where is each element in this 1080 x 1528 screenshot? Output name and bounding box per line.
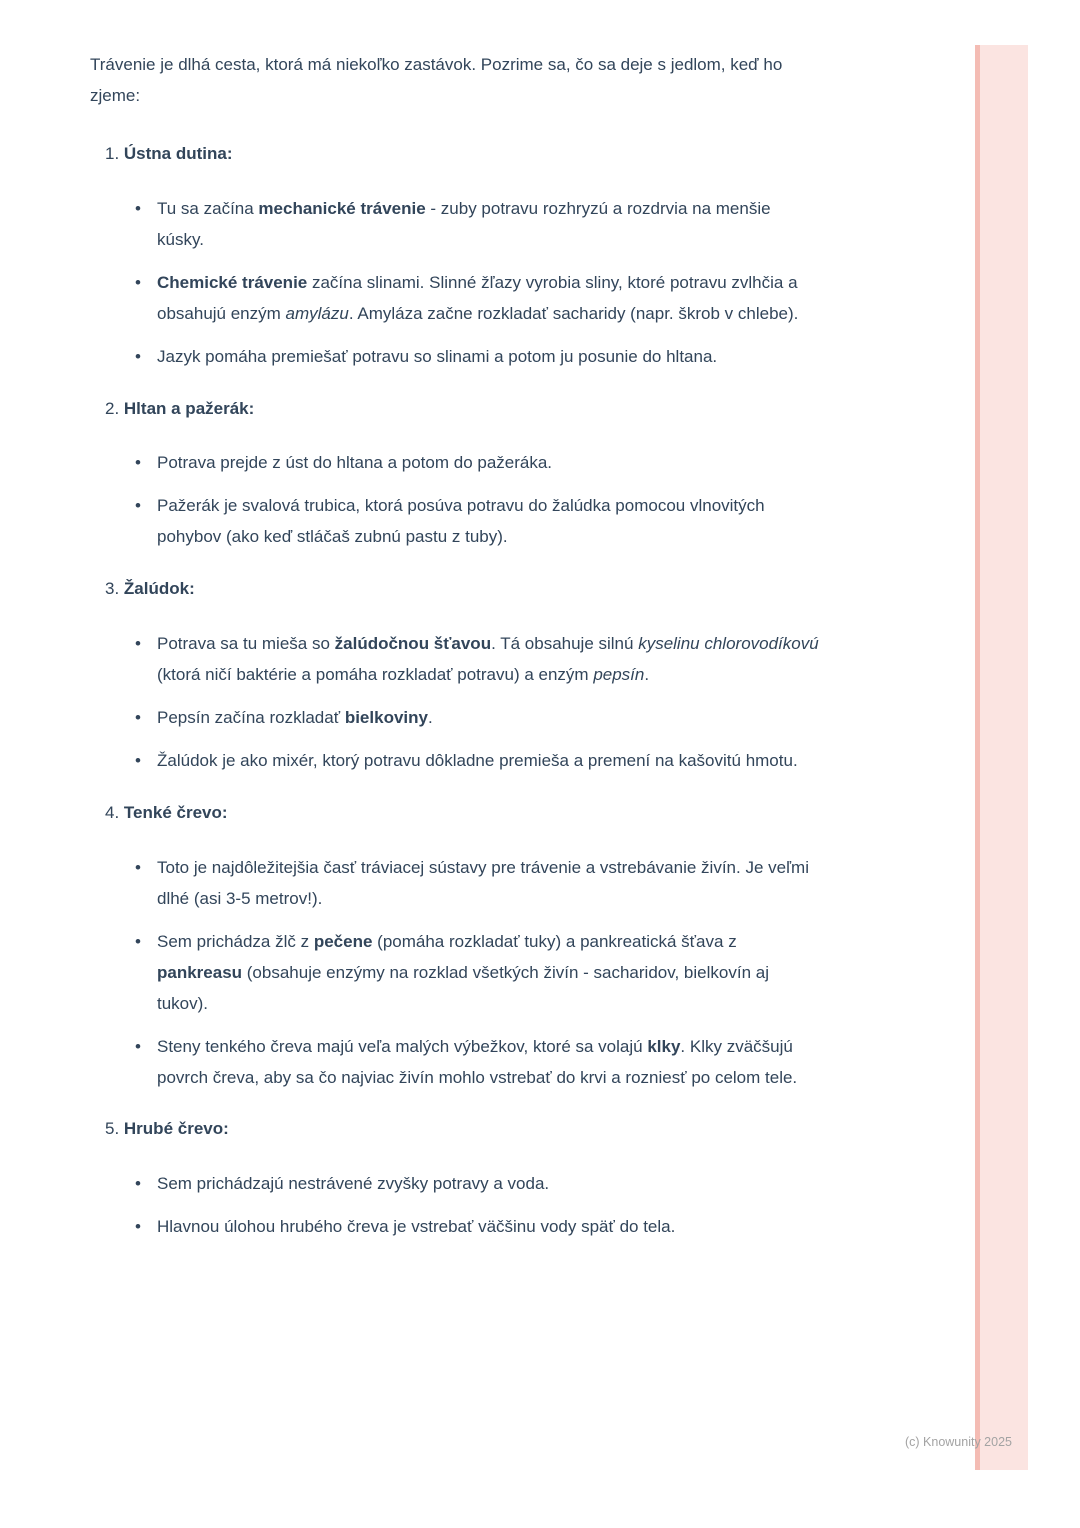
bullet-item [157,194,822,256]
text-segment: (ktorá ničí baktérie a pomáha rozkladať potravu) a enzým [157,665,594,685]
section-heading [90,1114,835,1145]
section-title: Ústna dutina: [123,143,233,163]
text-segment: Pažerák je svalová trubica, ktorá posúva potravu do žalúdka pomocou vlnovitých pohybov (ako keď stláčaš zubnú pastu z tuby). [157,496,765,547]
text-segment: pečene [313,931,373,951]
text-segment: klky [647,1036,681,1056]
text-segment: pepsín [593,665,645,685]
intro-paragraph: Trávenie je dlhá cesta, ktorá má niekoľko zastávok. Pozrime sa, čo sa deje s jedlom, keď ho zjeme: [90,55,783,105]
bullet-item [157,853,822,915]
section [90,139,835,373]
bullet-item [157,746,822,777]
bullet-list [90,629,835,777]
section-title: Hltan a pažerák: [123,398,255,418]
text-segment: bielkoviny [344,708,428,728]
section-title: Tenké črevo: [123,802,228,822]
section-heading [90,394,835,425]
text-segment: Toto je najdôležitejšia časť tráviacej sústavy pre trávenie a vstrebávanie živín. Je veľmi dlhé (asi 3-5 metrov!). [157,857,809,908]
bullet-item [157,1169,822,1200]
text-segment: (obsahuje enzýmy na rozklad všetkých živín - sacharidov, bielkovín aj tukov). [157,962,769,1013]
text-segment: mechanické trávenie [258,198,426,218]
bullet-list [90,853,835,1094]
section-heading [90,798,835,829]
text-segment: Steny tenkého čreva majú veľa malých výbežkov, ktoré sa volajú [157,1036,648,1056]
section [90,1114,835,1243]
section-number: 5. [105,1119,124,1139]
section-heading [90,574,835,605]
bullet-list [90,1169,835,1243]
text-segment: Jazyk pomáha premiešať potravu so slinami a potom ju posunie do hltana. [157,346,718,366]
text-segment: . Amyláza začne rozkladať sacharidy (napr. škrob v chlebe). [348,303,799,323]
bullet-list [90,194,835,373]
text-segment: Žalúdok je ako mixér, ktorý potravu dôkladne premieša a premení na kašovitú hmotu. [157,751,798,770]
section-number: 4. [105,802,124,822]
bullet-item [157,927,822,1020]
text-segment: Chemické trávenie [157,272,308,292]
copyright-watermark: (c) Knowunity 2025 [904,1435,1012,1449]
text-segment: Potrava prejde z úst do hltana a potom do pažeráka. [157,453,553,473]
section-heading [90,139,835,170]
bullet-item [157,629,822,691]
text-segment: . Tá obsahuje silnú [491,634,639,654]
text-segment: Hlavnou úlohou hrubého čreva je vstrebať väčšinu vody späť do tela. [157,1217,676,1237]
text-segment: kyselinu chlorovodíkovú [638,634,819,654]
section-title: Hrubé črevo: [123,1119,229,1139]
bullet-item [157,1212,822,1243]
text-segment: . Klky zväčšujú povrch čreva, aby sa čo najviac živín mohlo vstrebať do krvi a rozniesť po celom tele. [157,1036,798,1087]
document-body [90,50,835,1255]
text-segment: Sem prichádza žlč z [157,931,314,951]
text-segment: Pepsín začína rozkladať [157,708,345,728]
text-segment: Tu sa začína [157,198,259,218]
bullet-item [157,342,822,373]
section-number: 2. [105,398,124,418]
text-segment: začína slinami. Slinné žľazy vyrobia sliny, ktoré potravu zvlhčia a obsahujú enzým [157,272,798,323]
section-number: 3. [105,579,124,599]
bullet-item [157,491,822,553]
text-segment: - zuby potravu rozhryzú a rozdrvia na menšie kúsky. [157,198,771,249]
bullet-item [157,703,822,734]
section-title: Žalúdok: [123,579,195,599]
text-segment: (pomáha rozkladať tuky) a pankreatická šťava z [372,931,737,951]
sections [90,139,835,1243]
text-segment: Sem prichádzajú nestrávené zvyšky potravy a voda. [157,1174,550,1194]
text-segment: Potrava sa tu mieša so [157,634,335,654]
text-segment: amylázu [285,303,349,323]
bullet-list [90,448,835,553]
text-segment: žalúdočnou šťavou [334,634,492,654]
section [90,574,835,777]
bullet-item [157,268,822,330]
section [90,394,835,554]
section-number: 1. [105,143,124,163]
page-accent-stripe [975,45,1028,1470]
bullet-item [157,1032,822,1094]
section [90,798,835,1094]
text-segment: . [427,708,433,728]
text-segment: pankreasu [157,962,243,982]
bullet-item [157,448,822,479]
text-segment: . [644,665,650,685]
